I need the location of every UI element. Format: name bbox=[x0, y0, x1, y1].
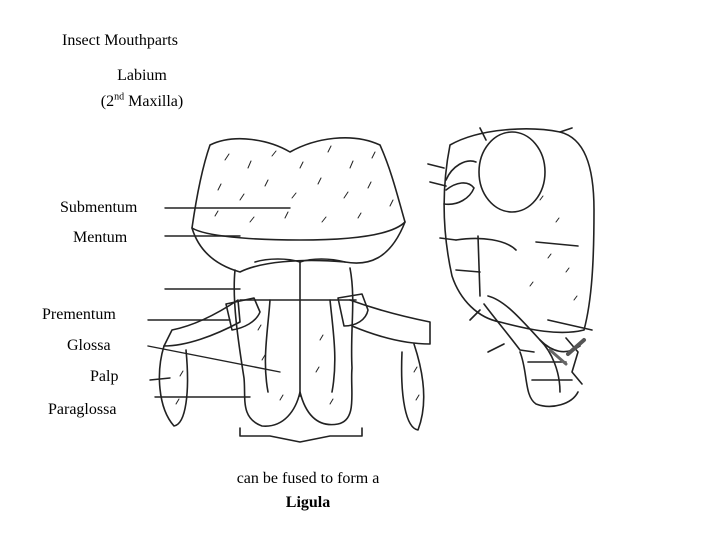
label-paraglossa: Paraglossa bbox=[48, 401, 117, 418]
label-submentum: Submentum bbox=[60, 199, 138, 216]
subtitle-second-maxilla bbox=[86, 93, 198, 111]
leader-lines bbox=[148, 208, 290, 397]
subtitle-superscript: nd bbox=[114, 91, 125, 103]
label-glossa: Glossa bbox=[67, 337, 111, 354]
subtitle-suffix: Maxilla) bbox=[124, 93, 184, 110]
page-title: Insect Mouthparts bbox=[62, 32, 178, 49]
subtitle-prefix: (2 bbox=[100, 93, 115, 110]
label-mentum: Mentum bbox=[73, 229, 128, 246]
insect-head-drawing bbox=[428, 128, 594, 406]
label-prementum: Prementum bbox=[42, 306, 116, 323]
caption-line1: can be fused to form a bbox=[236, 470, 380, 487]
label-palp: Palp bbox=[90, 368, 119, 385]
caption-ligula: Ligula bbox=[285, 494, 331, 511]
subtitle-labium: Labium bbox=[117, 67, 167, 84]
